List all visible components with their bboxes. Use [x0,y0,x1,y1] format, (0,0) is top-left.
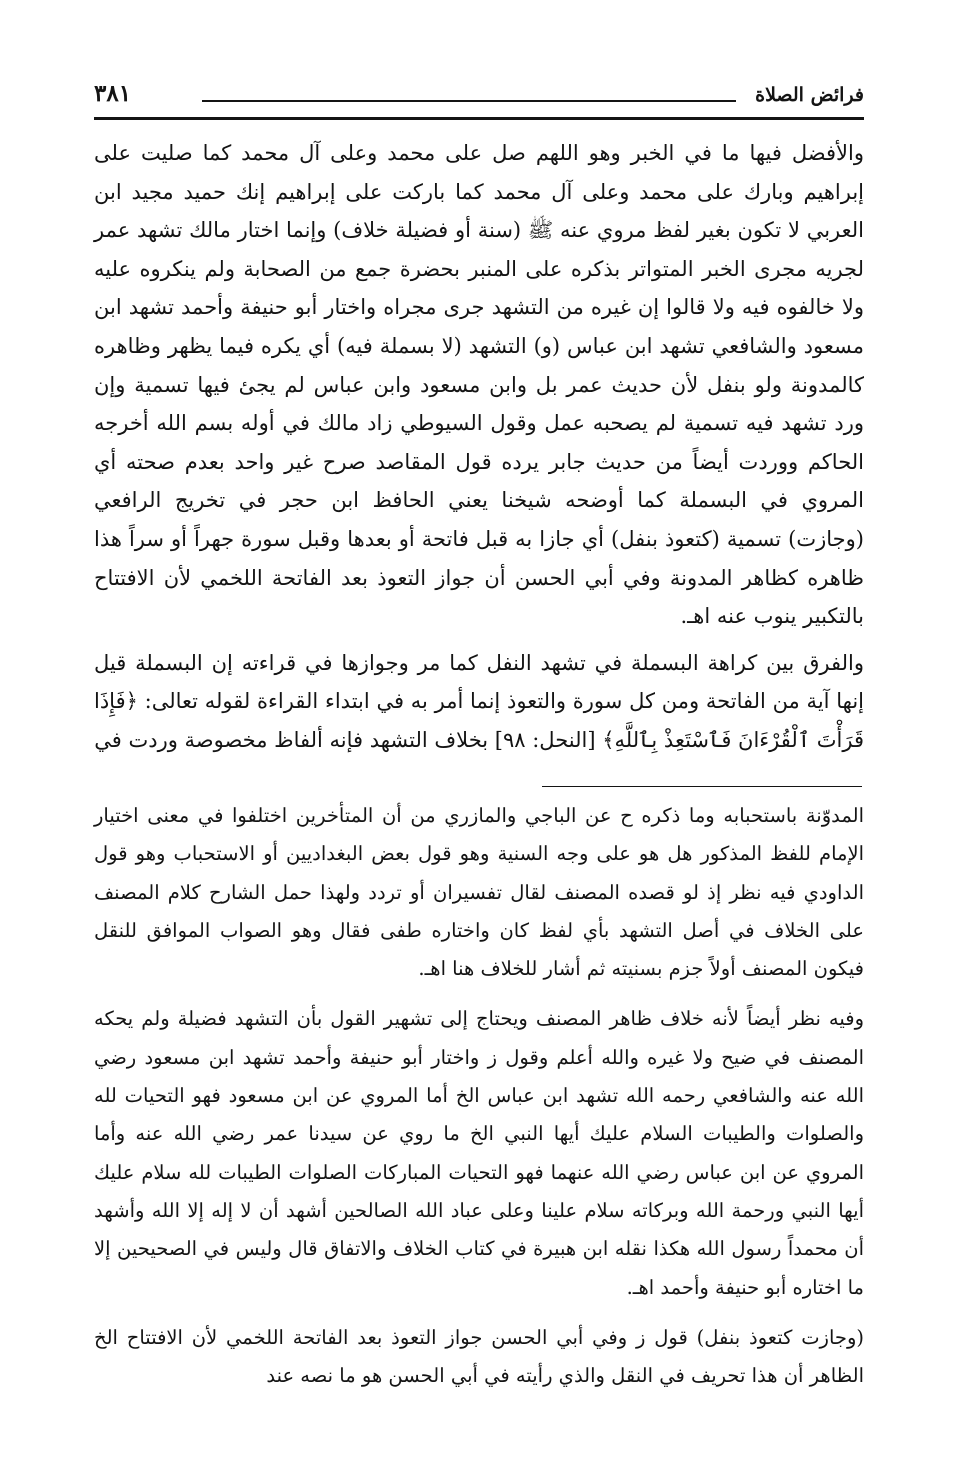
footnote-paragraph: وفيه نظر أيضاً لأنه خلاف ظاهر المصنف ويحتاج إلى تشهير القول بأن التشهد فضيلة ولم يحكه المصنف في ضيح ولا غيره والله أعلم وقول ز واختار أبو حنيفة وأحمد تشهد ابن مسعود رضي الله عنه والشافعي رحمه الله تشهد ابن عباس الخ أما المروي عن ابن مسعود فهو التحيات لله والصلوات والطيبات السلام عليك أيها النبي الخ ما روي عن سيدنا عمر رضي الله عنه وأما المروي عن ابن عباس رضي الله عنهما فهو التحيات المباركات الصلوات الطيبات لله سلام عليك أيها النبي ورحمة الله وبركاته سلام علينا وعلى عباد الله الصالحين أشهد أن لا إله إلا الله وأشهد أن محمداً رسول الله هكذا نقله ابن هبيرة في كتاب الخلاف والاتفاق قال وليس في الصحيحين إلا ما اختاره أبو حنيفة وأحمد اهـ. [94,1007,864,1299]
main-paragraph: والفرق بين كراهة البسملة في تشهد النفل كما مر وجوازها في قراءته إن البسملة قيل إنها آية من الفاتحة ومن كل سورة والتعوذ إنما أمر به في ابتداء القراءة لقوله تعالى: ﴿فَإِذَا قَرَأْتَ ٱلْقُرْءَانَ فَٱسْتَعِذْ بِٱللَّهِ﴾ [النحل: ٩٨] بخلاف التشهد فإنه ألفاظ مخصوصة وردت في [94,650,864,752]
footnotes [94,797,864,1395]
page-number: ٣٨١ [94,80,132,107]
page-header [94,80,864,114]
main-paragraph: والأفضل فيها ما في الخبر وهو اللهم صل على محمد وعلى آل محمد كما صليت على إبراهيم وبارك على محمد وعلى آل محمد كما باركت على إبراهيم إنك حميد مجيد ابن العربي لا تكون بغير لفظ مروي عنه ﷺ (سنة أو فضيلة خلاف) وإنما اختار مالك تشهد عمر لجريه مجرى الخبر المتواتر بذكره على المنبر بحضرة جمع من الصحابة ولم ينكروه عليه ولا خالفوه فيه ولا قالوا إن غيره من التشهد جرى مجراه واختار أبو حنيفة وأحمد تشهد ابن مسعود والشافعي تشهد ابن عباس (و) التشهد (لا بسملة فيه) أي يكره فيما يظهر وظاهره كالمدونة ولو بنفل لأن حديث عمر بل وابن مسعود وابن عباس لم يجئ فيها تسمية وإن ورد تشهد فيه تسمية لم يصحبه عمل وقول السيوطي زاد مالك في أوله بسم الله أخرجه الحاكم ووردت أيضاً من حديث جابر يرده قول المقاصد صرح غير واحد بعدم صحته أي المروي في البسملة كما أوضحه شيخنا يعني الحافظ ابن حجر في تخريج الرافعي (وجازت) تسمية (كتعوذ بنفل) أي جازا به قبل فاتحة أو بعدها وقبل سورة جهراً أو سراً هذا ظاهره كظاهر المدونة وفي أبي الحسن أن جواز التعوذ بعد الفاتحة اللخمي لأن الافتتاح بالتكبير ينوب عنه اهـ. [94,141,864,629]
header-rule [94,117,864,120]
footnote-separator [542,786,862,787]
footnote-paragraph: (وجازت كتعوذ بنفل) قول ز وفي أبي الحسن جواز التعوذ بعد الفاتحة اللخمي لأن الافتتاح الخ الظاهر أن هذا تحريف في النقل والذي رأيته في أبي الحسن هو ما نصه عند [94,1325,864,1388]
header-divider [202,100,736,102]
footnote-paragraph: المدوّنة باستحبابه وما ذكره ح عن الباجي والمازري من أن المتأخرين اختلفوا في معنى اختيار الإمام للفظ المذكور هل هو على وجه السنية وهو قول بعض البغداديين أو الاستحباب وهو قول الداودي فيه نظر إذ لو قصده المصنف لقال تفسيران أو تردد ولهذا حمل الشارح كلام المصنف على الخلاف في أصل التشهد بأي لفظ كان واختاره طفى فقال وهو الصواب الموافق للنقل فيكون المصنف أولاً جزم بسنيته ثم أشار للخلاف هنا اهـ. [94,804,864,981]
main-text [94,134,864,760]
chapter-title: فرائض الصلاة [755,84,864,106]
